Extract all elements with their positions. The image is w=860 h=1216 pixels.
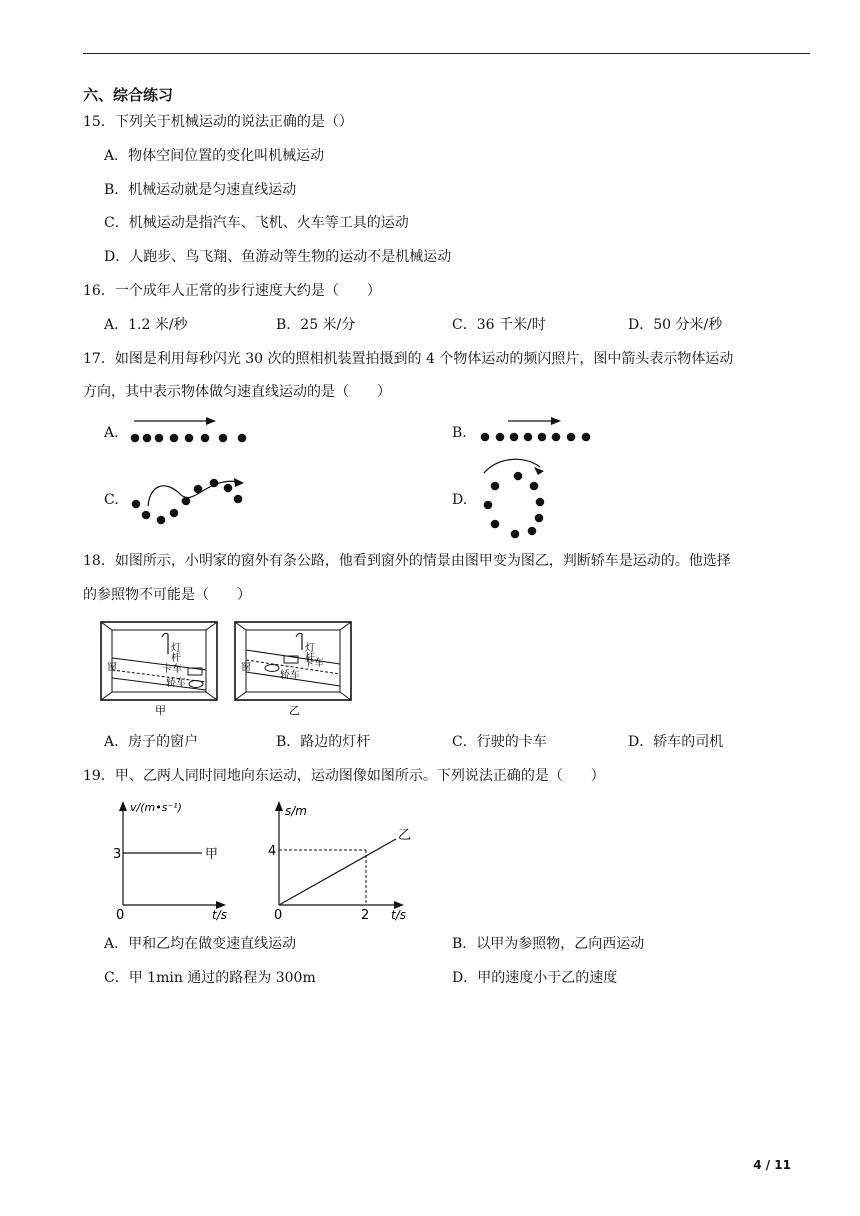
arrow-head	[234, 478, 244, 487]
question-19-stem: 19．甲、乙两人同时同地向东运动，运动图像如图所示。下列说法正确的是（ ）	[83, 768, 605, 784]
lamp-head	[296, 633, 302, 637]
page-number: 4 / 11	[753, 1158, 791, 1172]
dot	[143, 434, 152, 443]
dot	[238, 434, 247, 443]
q15-option-c[interactable]: C．机械运动是指汽车、飞机、火车等工具的运动	[104, 215, 409, 231]
dot	[170, 434, 179, 443]
question-18-stem-line1: 18．如图所示，小明家的窗外有条公路，他看到窗外的情景由图甲变为图乙，判断轿车是运动的。他选择	[83, 553, 731, 569]
dot	[219, 434, 228, 443]
q19-option-d[interactable]: D．甲的速度小于乙的速度	[452, 970, 618, 986]
st-series-label: 乙	[398, 828, 412, 843]
dot	[567, 433, 576, 442]
q18-option-d[interactable]: D．轿车的司机	[628, 734, 724, 750]
q17-option-c-letter[interactable]: C.	[104, 492, 119, 508]
dot	[496, 433, 505, 442]
arrow-curve	[484, 459, 540, 473]
lamp-head	[162, 633, 168, 637]
car-label: 轿车	[280, 670, 300, 681]
dot	[491, 482, 500, 491]
dot	[511, 530, 520, 539]
header-rule	[83, 53, 810, 54]
st-origin: 0	[274, 908, 283, 923]
frame-corner	[206, 622, 217, 630]
frame-corner	[340, 622, 351, 630]
dot	[142, 511, 151, 520]
yi-line	[279, 839, 396, 905]
vt-ytick: 3	[113, 847, 122, 862]
q19-option-b[interactable]: B．以甲为参照物，乙向西运动	[452, 936, 645, 952]
q18-option-a[interactable]: A．房子的窗户	[104, 734, 199, 750]
q18-figure-jia	[100, 620, 218, 716]
vt-ylabel: v/(m•s⁻¹)	[130, 801, 182, 814]
q16-option-a[interactable]: A．1.2 米/秒	[104, 317, 188, 333]
dot	[201, 434, 210, 443]
dot	[552, 433, 561, 442]
dot	[524, 433, 533, 442]
frame-corner	[235, 622, 246, 630]
q17-option-b-letter[interactable]: B.	[452, 425, 467, 441]
window-inner	[112, 630, 206, 692]
lamp-label: 灯杆	[302, 642, 314, 662]
q15-option-d[interactable]: D．人跑步、鸟飞翔、鱼游动等生物的运动不是机械运动	[104, 249, 452, 265]
dot	[155, 434, 164, 443]
dot	[170, 509, 179, 518]
lamp-label: 灯杆	[168, 642, 180, 662]
frame-corner	[101, 622, 112, 630]
q17-figure-c	[128, 466, 250, 526]
q19-vt-graph	[110, 795, 250, 923]
q18-option-c[interactable]: C．行驶的卡车	[452, 734, 547, 750]
q15-option-a[interactable]: A．物体空间位置的变化叫机械运动	[104, 148, 325, 164]
q19-st-graph	[266, 795, 426, 923]
dot	[528, 527, 537, 536]
dot	[510, 433, 519, 442]
question-17-stem-line1: 17．如图是利用每秒闪光 30 次的照相机装置拍摄到的 4 个物体运动的频闪照片，图中箭头表示物体运动	[83, 351, 734, 367]
st-xtick: 2	[361, 908, 370, 923]
dot	[224, 484, 233, 493]
frame-corner	[340, 692, 351, 700]
frame-corner	[101, 692, 112, 700]
truck-label: 卡车	[162, 664, 182, 675]
dot	[538, 433, 547, 442]
dot	[132, 500, 141, 509]
q17-figure-d	[478, 455, 558, 543]
dot	[210, 479, 219, 488]
q18-figure-yi	[234, 620, 352, 716]
question-15-stem: 15．下列关于机械运动的说法正确的是（）	[83, 114, 353, 130]
dot	[535, 514, 544, 523]
window-frame	[101, 622, 217, 700]
question-17-stem-line2: 方向，其中表示物体做匀速直线运动的是（ ）	[83, 384, 391, 400]
dot	[514, 472, 523, 481]
q17-figure-a	[128, 412, 253, 448]
st-xlabel: t/s	[391, 908, 406, 922]
st-ytick: 4	[268, 844, 277, 859]
q16-option-b[interactable]: B．25 米/分	[276, 317, 356, 333]
dot	[536, 498, 545, 507]
caption-jia: 甲	[155, 704, 166, 716]
car-icon	[265, 665, 279, 672]
y-axis-arrow	[119, 801, 127, 811]
window-label: 窗	[241, 662, 251, 673]
car-icon	[189, 681, 203, 688]
dot	[185, 434, 194, 443]
section-title: 六、综合练习	[83, 86, 174, 104]
dot	[582, 433, 591, 442]
arrow-head	[551, 417, 561, 425]
dot	[182, 497, 191, 506]
road-edge	[246, 650, 340, 664]
dot	[157, 516, 166, 525]
q16-option-d[interactable]: D．50 分米/秒	[628, 317, 723, 333]
q17-option-a-letter[interactable]: A.	[104, 425, 119, 441]
dot	[194, 485, 203, 494]
q19-option-a[interactable]: A．甲和乙均在做变速直线运动	[104, 936, 297, 952]
st-ylabel: s/m	[285, 804, 307, 818]
dot	[481, 433, 490, 442]
vt-xlabel: t/s	[212, 908, 227, 922]
dot	[484, 501, 493, 510]
car-label: 轿车	[166, 678, 186, 689]
frame-corner	[235, 692, 246, 700]
q19-option-c[interactable]: C．甲 1min 通过的路程为 300m	[104, 970, 316, 986]
question-18-stem-line2: 的参照物不可能是（ ）	[83, 587, 251, 603]
caption-yi: 乙	[289, 704, 300, 716]
dot	[491, 520, 500, 529]
question-16-stem: 16．一个成年人正常的步行速度大约是（ ）	[83, 283, 381, 299]
dot	[131, 434, 140, 443]
vt-origin: 0	[116, 908, 125, 923]
q16-option-c[interactable]: C．36 千米/时	[452, 317, 546, 333]
q17-figure-b	[478, 412, 598, 448]
q18-option-b[interactable]: B．路边的灯杆	[276, 734, 371, 750]
dot	[234, 495, 243, 504]
arrow-head	[534, 467, 544, 475]
window-inner	[246, 630, 340, 692]
q15-option-b[interactable]: B．机械运动就是匀速直线运动	[104, 182, 297, 198]
q17-option-d-letter[interactable]: D.	[452, 492, 468, 508]
vt-series-label: 甲	[205, 847, 219, 862]
dot	[530, 482, 539, 491]
y-axis-arrow	[275, 801, 283, 811]
window-label: 窗	[107, 662, 117, 673]
arrow-head	[206, 417, 216, 425]
frame-corner	[206, 692, 217, 700]
truck-label: 卡车	[304, 658, 324, 669]
